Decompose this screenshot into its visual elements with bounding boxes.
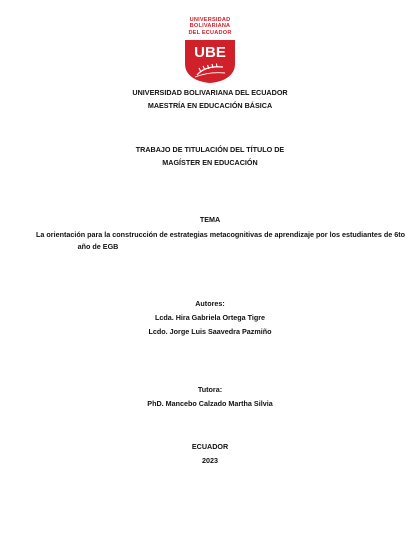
author-2: Lcdo. Jorge Luis Saavedra Pazmiño [148,327,272,336]
university-name: UNIVERSIDAD BOLIVARIANA DEL ECUADOR [132,88,288,97]
tutor-label: Tutora: [197,385,223,394]
authors-label: Autores: [195,299,225,308]
logo-line-3: DEL ECUADOR [188,29,232,36]
work-title-line-1: TRABAJO DE TITULACIÓN DEL TÍTULO DE [135,145,285,154]
author-1: Lcda. Hira Gabriela Ortega Tigre [154,313,266,322]
country: ECUADOR [191,442,229,451]
work-title-line-2: MAGÍSTER EN EDUCACIÓN [162,158,258,167]
logo-line-2: BOLIVARIANA [189,23,231,30]
program-name: MAESTRÍA EN EDUCACIÓN BÁSICA [147,101,273,110]
theme-line-2: año de EGB [77,242,119,251]
logo-shield-text: UBE [194,44,226,62]
tutor-name: PhD. Mancebo Calzado Martha Silvia [147,399,273,408]
logo-shield-icon [183,38,237,84]
theme-line-1: La orientación para la construcción de estrategias metacognitivas de aprendizaje por los estudiantes de 6to [36,230,406,239]
theme-label: TEMA [199,215,221,224]
year: 2023 [202,456,218,465]
university-logo [172,17,248,84]
logo-line-1: UNIVERSIDAD [189,17,231,23]
theme-text [36,229,406,253]
